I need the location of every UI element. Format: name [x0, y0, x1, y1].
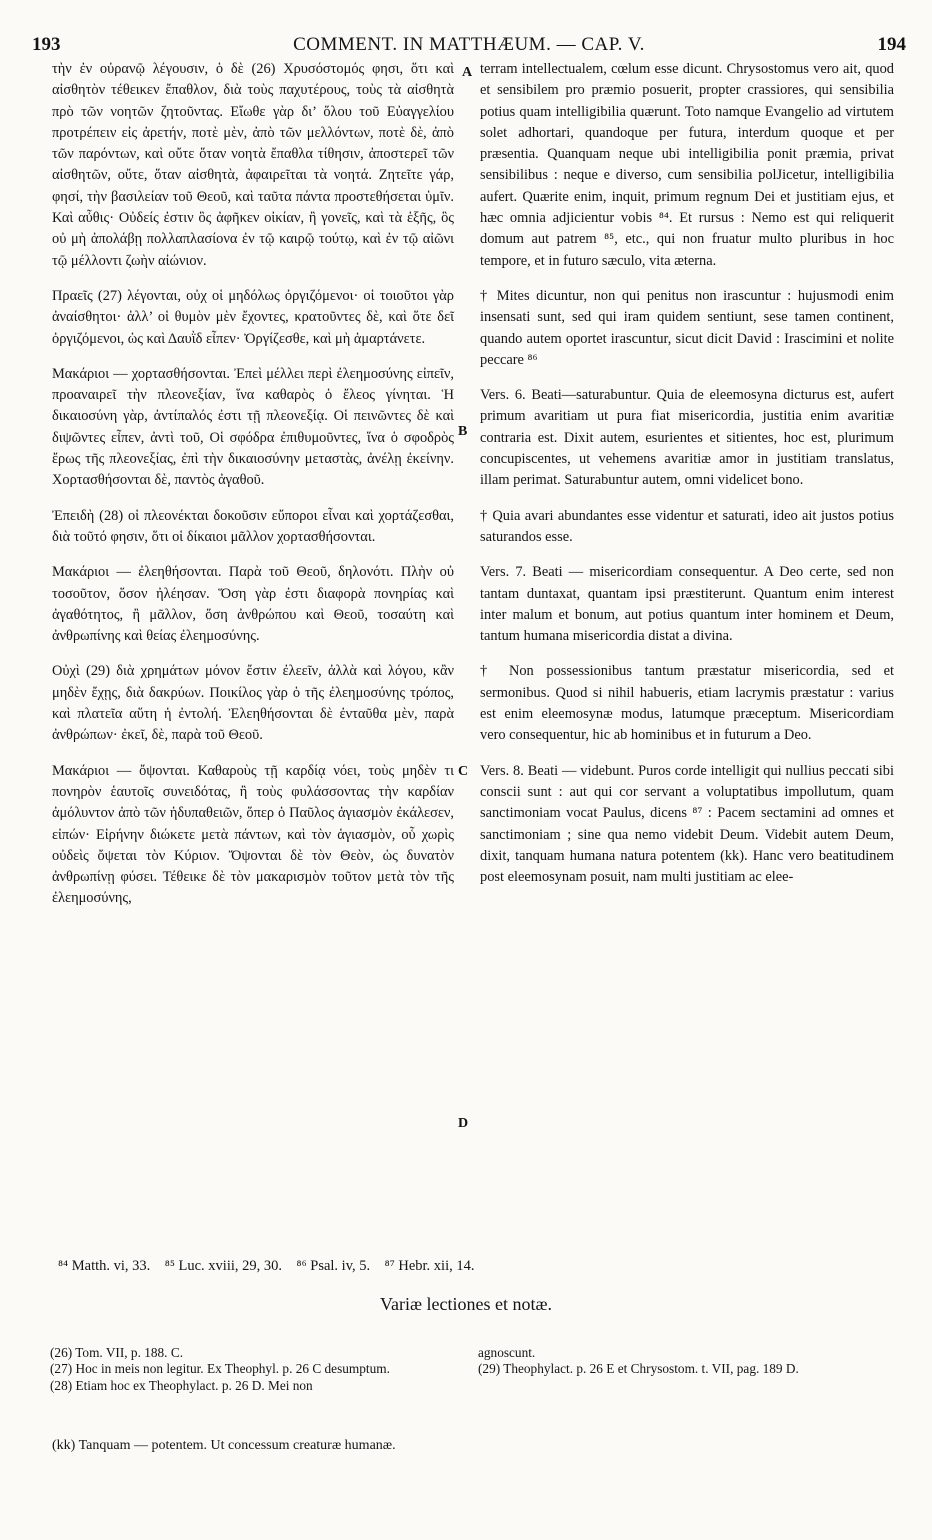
running-title: COMMENT. IN MATTHÆUM. — CAP. V.: [293, 34, 645, 55]
variae-note: agnoscunt.: [478, 1345, 536, 1360]
variae-right-column: [478, 1345, 898, 1378]
greek-column: [52, 59, 454, 910]
variae-left-column: [50, 1345, 462, 1394]
running-header: [32, 34, 906, 60]
greek-paragraph: Μακάριοι — ὄψονται. Καθαροὺς τῇ καρδίᾳ νόει, τοὺς μηδὲν τι πονηρὸν ἑαυτοῖς συνειδότας, ἢ τοὺς φυλάσσοντας τὴν καρδίαν ἀμόλυντον ἀπὸ τῶν ἡδυπαθειῶν, ὅπερ ὁ Παῦλος ἁγιασμὸν ἐκάλεσεν, εἰπών· Εἰρήνην διώκετε μετὰ πάντων, καὶ τὸν ἁγιασμὸν, οὗ χωρὶς οὐδεὶς ὄψεται τὸν Κύριον. Ὄψονται δὲ τὸν Θεὸν, ὡς δυνατὸν ἀνθρωπίνῃ φύσει. Τέθεικε δὲ τὸν μακαρισμὸν τοῦτον μετὰ τὸν τῆς ἐλεημοσύνης,: [52, 762, 454, 907]
variae-note: (26) Tom. VII, p. 188. C.: [50, 1345, 184, 1360]
greek-paragraph: Ἐπειδὴ (28) οἱ πλεονέκται δοκοῦσιν εὔποροι εἶναι καὶ χορτάζεσθαι, διὰ τοῦτό φησιν, ὅτι οἱ δίκαιοι μᾶλλον χορτασθήσονται.: [52, 507, 454, 545]
scripture-references: ⁸⁴ Matth. vi, 33. ⁸⁵ Luc. xviii, 29, 30. ⁸⁶ Psal. iv, 5. ⁸⁷ Hebr. xii, 14.: [58, 1258, 475, 1274]
latin-column: [480, 59, 894, 888]
greek-paragraph: Μακάριοι — ἐλεηθήσονται. Παρὰ τοῦ Θεοῦ, δηλονότι. Πλὴν οὐ τοσοῦτον, ὅσον ἠλέησαν. Ὅση γὰρ ἐστι διαφορὰ πονηρίας καὶ ἀγαθότητος, ἢ μᾶλλον, ὅση ἀνθρώπου καὶ Θεοῦ, τοσαύτη καὶ ἀνθρωπίνης καὶ θείας ἐλεημοσύνης.: [52, 564, 454, 645]
variae-note-kk: (kk) Tanquam — potentem. Ut concessum creaturæ humanæ.: [52, 1438, 396, 1453]
variae-note: (29) Theophylact. p. 26 E et Chrysostom. t. VII, pag. 189 D.: [478, 1361, 799, 1377]
latin-paragraph: † Mites dicuntur, non qui penitus non irascuntur : hujusmodi enim insensati sunt, sed qui iram quidem sentiunt, sese tamen continent, quando autem oportet irascuntur, sicut dicit David : Irascimini et nolite peccare ⁸⁶: [480, 287, 894, 368]
variae-note: (28) Etiam hoc ex Theophylact. p. 26 D. Mei non: [50, 1377, 313, 1393]
latin-paragraph: Vers. 7. Beati — misericordiam consequentur. A Deo certe, sed non tantam duntaxat, quantam ipsi præstiterunt. Quantum enim interest inter malum et bonum, aut potius quantum inter hominem et Deum, tantum humana misericordia distat a divina.: [480, 564, 894, 645]
latin-paragraph: Vers. 6. Beati—saturabuntur. Quia de eleemosyna dicturus est, aufert primum avaritiam ut pura fiat misericordia, justitia enim avaritiæ contraria est. Dixit autem, esurientes et sitientes, hoc est, plurimum concupiscentes, ut vehemens avaritiæ amor in justitiam translatus, illam perimat. Saturabuntur autem, omni videlicet bono.: [480, 387, 894, 489]
margin-letter-c: C: [458, 764, 469, 779]
margin-letter-b: B: [458, 424, 468, 439]
margin-letter-a: A: [462, 65, 473, 80]
greek-paragraph: Μακάριοι — χορτασθήσονται. Ἐπεὶ μέλλει περὶ ἐλεημοσύνης εἰπεῖν, προαναιρεῖ τὴν πλεονεξίαν, ἵνα καθαρὸς ὁ ἔλεος γίνηται. Ἡ δικαιοσύνη γὰρ, ἀντίπαλός ἐστι τῇ πλεονεξίᾳ. Οἱ πεινῶντες δὲ καὶ διψῶντες εἶπεν, ἀντὶ τοῦ, Οἱ σφόδρα ἐπιθυμοῦντες, ἵνα ὁ σφοδρὸς ἔρως τῆς πλεονεξίας, ἐπὶ τὴν δικαιοσύνην μεταστὰς, ἀνέλῃ ἐκείνην. Χορτασθήσονται δὲ, παντὸς ἀγαθοῦ.: [52, 365, 454, 489]
greek-paragraph: Οὐχὶ (29) διὰ χρημάτων μόνον ἔστιν ἐλεεῖν, ἀλλὰ καὶ λόγου, κἂν μηδὲν ἔχῃς, διὰ δακρύων. Ποικίλος γὰρ ὁ τῆς ἐλεημοσύνης τρόπος, καὶ πλατεῖα αὕτη ἡ ἐντολή. Ἐλεηθήσονται δὲ ἐνταῦθα μὲν, παρὰ ἀνθρώπων· ἐκεῖ, δὲ, παρὰ τοῦ Θεοῦ.: [52, 663, 454, 744]
variae-note: (27) Hoc in meis non legitur. Ex Theophyl. p. 26 C desumptum.: [50, 1361, 390, 1377]
variae-title: Variæ lectiones et notæ.: [380, 1294, 552, 1314]
greek-paragraph: Πραεῖς (27) λέγονται, οὐχ οἱ μηδόλως ὀργιζόμενοι· οἱ τοιοῦτοι γὰρ ἀναίσθητοι· ἀλλ’ οἱ θυμὸν μὲν ἔχοντες, κρατοῦντες δὲ, καὶ ὅτε δεῖ ὀργιζόμενοι, ὡς καὶ Δαυῒδ εἶπεν· Ὀργίζεσθε, καὶ μὴ ἁμαρτάνετε.: [52, 287, 454, 347]
latin-paragraph: terram intellectualem, cœlum esse dicunt. Chrysostomus vero ait, quod et sensibilem pro præmio posuerit, propter crassiores, qui sensibilia potius quam intelligibilia quærunt. Toto namque Evangelio ad virtutem solet adhortari, quandoque per futura, interdum quoque et per præsentia. Quanquam neque ubi intelligibilia ponit præmia, privat sensibilibus : neque e diverso, cum sensibilia polJicetur, intelligibilia aufert. Quærite enim, inquit, primum regnum Dei et justitiam ejus, et hæc omnia adjicientur vobis ⁸⁴. Et rursus : Nemo est qui reliquerit domum aut patrem ⁸⁵, etc., qui non fruatur multo pluribus in hoc tempore, et in futuro sæculo, vita æterna.: [480, 61, 894, 269]
page-number-right: 194: [877, 34, 906, 55]
latin-paragraph: † Non possessionibus tantum præstatur misericordia, sed et sermonibus. Quod si nihil habueris, etiam lacrymis præstatur : varius est enim eleemosynæ modus, latumque præceptum. Misericordiam vero consequentur, hic ab hominibus et in futurum a Deo.: [480, 663, 894, 744]
greek-paragraph: τὴν ἐν οὐρανῷ λέγουσιν, ὁ δὲ (26) Χρυσόστομός φησι, ὅτι καὶ αἰσθητὸν τέθεικεν ἔπαθλον, διὰ τοὺς παχυτέρους, τοὺς τὰ αἰσθητὰ πρὸ τῶν νοητῶν ζητοῦντας. Εἴωθε γὰρ δι’ ὅλου τοῦ Εὐαγγελίου προτρέπειν εἰς ἀρετήν, ποτὲ μὲν, ἀπὸ τῶν μελλόντων, ποτὲ δὲ, ἀπὸ τῶν παρόντων, καὶ οὔτε ὅταν νοητὰ ἔπαθλα τίθησιν, ἀποστερεῖ τῶν αἰσθητῶν, οὔτε, ὅταν αἰσθητὰ, ἀφαιρεῖται τὰ νοητά. Ζητεῖτε γάρ, φησί, τὴν βασιλείαν τοῦ Θεοῦ, καὶ ταῦτα πάντα προστεθήσεται ὑμῖν. Καὶ αὖθις· Οὐδείς ἐστιν ὃς ἀφῆκεν οἰκίαν, ἢ γονεῖς, καὶ τὰ ἑξῆς, ὃς οὐ μὴ ἀπολάβῃ πολλαπλασίονα ἐν τῷ καιρῷ τούτῳ, καὶ ἐν τῷ αἰῶνι τῷ μέλλοντι ζωὴν αἰώνιον.: [52, 61, 454, 269]
latin-paragraph: Vers. 8. Beati — videbunt. Puros corde intelligit qui nullius peccati sibi conscii sunt : aut qui cor servant a voluptatibus impollutum, quam sanctimoniam vocat Paulus, dicens ⁸⁷ : Pacem sectamini ad omnes et sanctimoniam ; sine qua nemo videbit Deum. Videbit autem Deum, dixit, tanquam humana natura potentem (kk). Hanc vero beatitudinem post eleemosynam posuit, nam multi justitiam ac elee-: [480, 762, 894, 886]
margin-letter-d: D: [458, 1116, 469, 1131]
latin-paragraph: † Quia avari abundantes esse videntur et saturati, ideo ait justos potius saturandos esse.: [480, 507, 894, 545]
page-number-left: 193: [32, 34, 61, 55]
